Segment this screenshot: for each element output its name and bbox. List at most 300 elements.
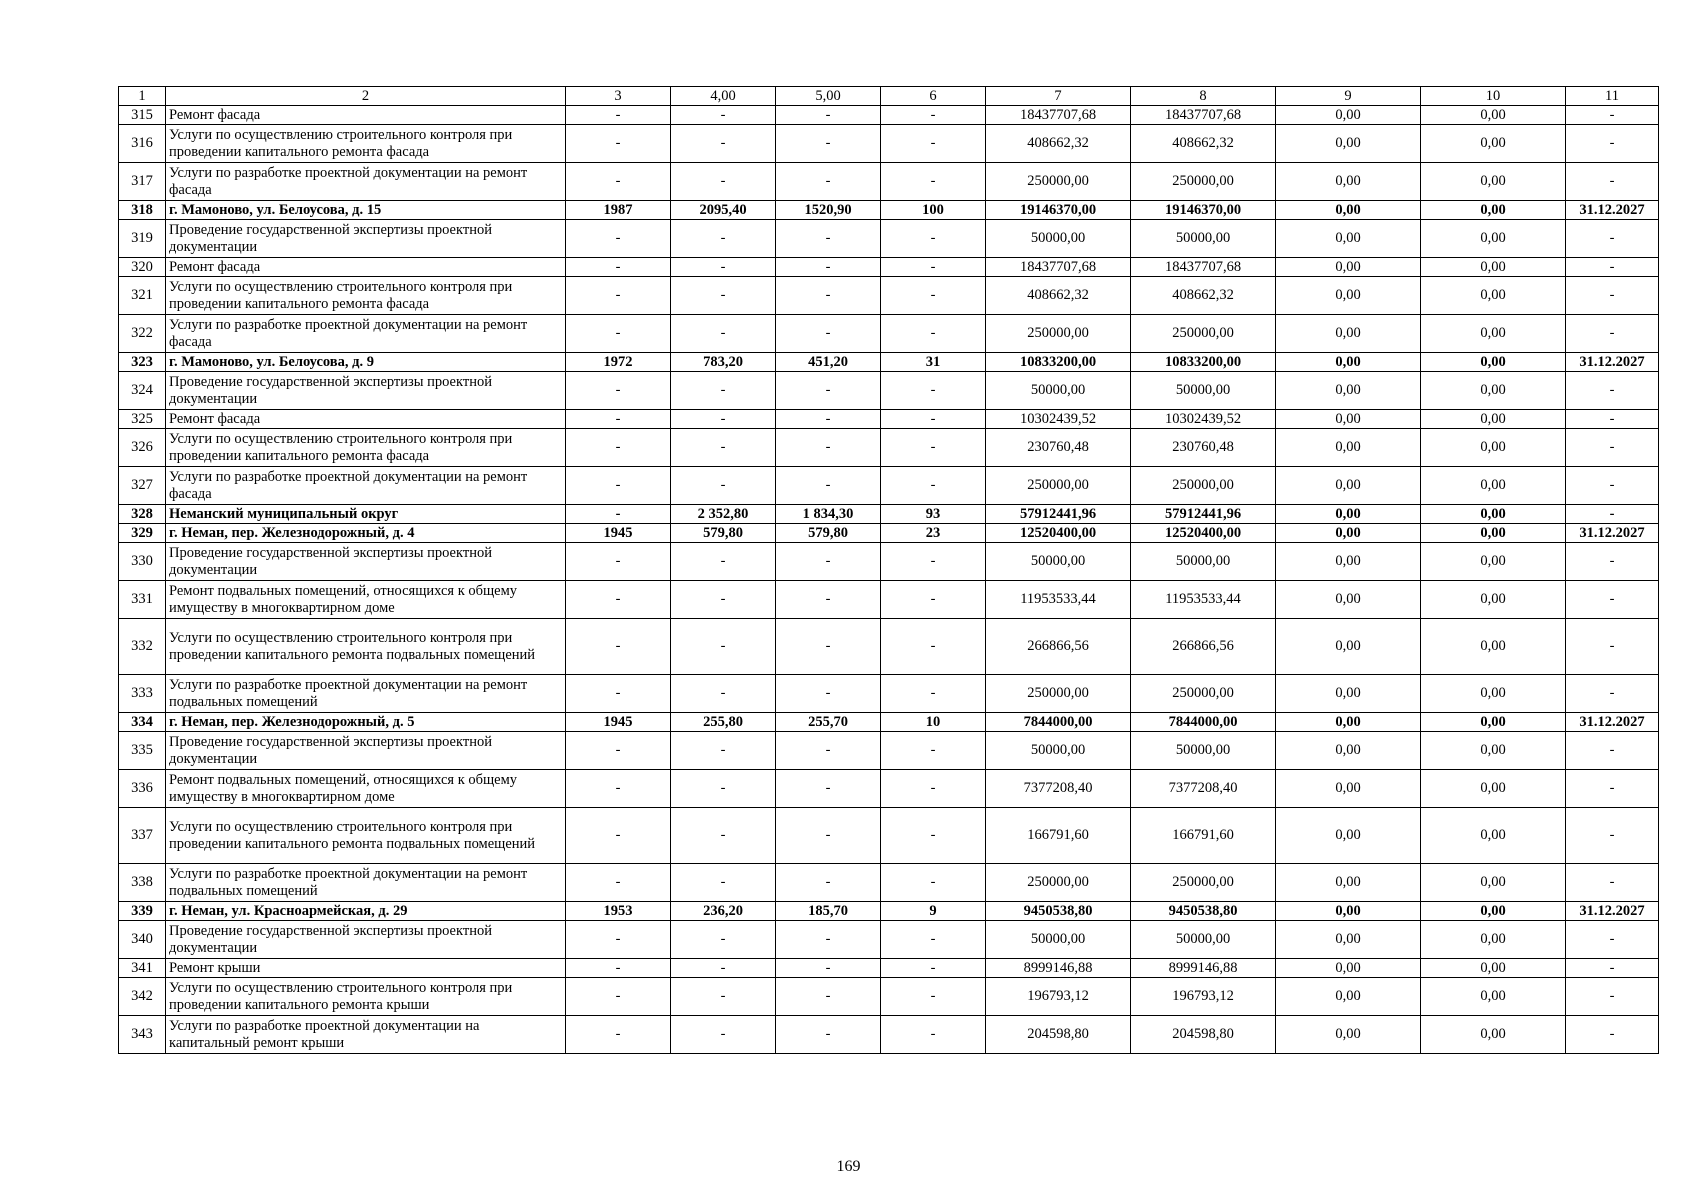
fund-cost: 250000,00 xyxy=(1131,864,1276,902)
budget-cost: 0,00 xyxy=(1276,543,1421,581)
other-cost: 0,00 xyxy=(1421,315,1566,353)
row-number: 338 xyxy=(119,864,166,902)
row-description: Проведение государственной экспертизы проектной документации xyxy=(166,220,566,258)
other-cost: 0,00 xyxy=(1421,808,1566,864)
fund-cost: 7377208,40 xyxy=(1131,770,1276,808)
year-built: - xyxy=(566,732,671,770)
completion-date: 31.12.2027 xyxy=(1566,353,1659,372)
fund-cost: 10302439,52 xyxy=(1131,410,1276,429)
fund-cost: 250000,00 xyxy=(1131,163,1276,201)
living-area: 579,80 xyxy=(776,524,881,543)
total-area: - xyxy=(671,581,776,619)
residents: - xyxy=(881,543,986,581)
fund-cost: 57912441,96 xyxy=(1131,505,1276,524)
year-built: - xyxy=(566,1016,671,1054)
year-built: - xyxy=(566,808,671,864)
residents: - xyxy=(881,125,986,163)
row-description: Ремонт фасада xyxy=(166,106,566,125)
total-area: - xyxy=(671,619,776,675)
other-cost: 0,00 xyxy=(1421,713,1566,732)
total-area: 2095,40 xyxy=(671,201,776,220)
completion-date: - xyxy=(1566,429,1659,467)
budget-cost: 0,00 xyxy=(1276,581,1421,619)
residents: - xyxy=(881,675,986,713)
col-header-3: 3 xyxy=(566,87,671,106)
row-description: Ремонт крыши xyxy=(166,959,566,978)
budget-cost: 0,00 xyxy=(1276,372,1421,410)
total-cost: 50000,00 xyxy=(986,372,1131,410)
fund-cost: 250000,00 xyxy=(1131,315,1276,353)
row-description: г. Мамоново, ул. Белоусова, д. 15 xyxy=(166,201,566,220)
budget-cost: 0,00 xyxy=(1276,713,1421,732)
completion-date: - xyxy=(1566,258,1659,277)
year-built: - xyxy=(566,163,671,201)
year-built: - xyxy=(566,619,671,675)
total-area: - xyxy=(671,978,776,1016)
living-area: - xyxy=(776,429,881,467)
living-area: - xyxy=(776,581,881,619)
completion-date: - xyxy=(1566,106,1659,125)
total-cost: 196793,12 xyxy=(986,978,1131,1016)
total-area: 579,80 xyxy=(671,524,776,543)
completion-date: 31.12.2027 xyxy=(1566,201,1659,220)
living-area: 255,70 xyxy=(776,713,881,732)
living-area: - xyxy=(776,220,881,258)
row-number: 336 xyxy=(119,770,166,808)
living-area: - xyxy=(776,125,881,163)
budget-cost: 0,00 xyxy=(1276,808,1421,864)
total-cost: 250000,00 xyxy=(986,675,1131,713)
table-row xyxy=(119,315,1659,353)
completion-date: - xyxy=(1566,410,1659,429)
budget-cost: 0,00 xyxy=(1276,315,1421,353)
table-row xyxy=(119,543,1659,581)
column-number-row xyxy=(119,87,1659,106)
total-area: - xyxy=(671,467,776,505)
page-number: 169 xyxy=(836,1158,861,1175)
total-cost: 250000,00 xyxy=(986,163,1131,201)
table-row xyxy=(119,201,1659,220)
col-header-9: 9 xyxy=(1276,87,1421,106)
table-row xyxy=(119,619,1659,675)
fund-cost: 230760,48 xyxy=(1131,429,1276,467)
total-area: - xyxy=(671,675,776,713)
budget-cost: 0,00 xyxy=(1276,978,1421,1016)
other-cost: 0,00 xyxy=(1421,619,1566,675)
other-cost: 0,00 xyxy=(1421,675,1566,713)
row-description: Услуги по разработке проектной документации на ремонт фасада xyxy=(166,467,566,505)
living-area: - xyxy=(776,864,881,902)
row-description: Услуги по разработке проектной документации на ремонт фасада xyxy=(166,163,566,201)
residents: - xyxy=(881,808,986,864)
row-number: 341 xyxy=(119,959,166,978)
col-header-10: 10 xyxy=(1421,87,1566,106)
other-cost: 0,00 xyxy=(1421,959,1566,978)
total-cost: 10302439,52 xyxy=(986,410,1131,429)
total-area: - xyxy=(671,732,776,770)
budget-cost: 0,00 xyxy=(1276,220,1421,258)
living-area: - xyxy=(776,277,881,315)
row-number: 343 xyxy=(119,1016,166,1054)
row-number: 335 xyxy=(119,732,166,770)
living-area: - xyxy=(776,315,881,353)
total-area: - xyxy=(671,429,776,467)
table-row xyxy=(119,581,1659,619)
row-number: 329 xyxy=(119,524,166,543)
fund-cost: 250000,00 xyxy=(1131,675,1276,713)
row-number: 322 xyxy=(119,315,166,353)
living-area: - xyxy=(776,808,881,864)
col-header-2: 2 xyxy=(166,87,566,106)
residents: 23 xyxy=(881,524,986,543)
repair-plan-table xyxy=(118,86,1659,1054)
other-cost: 0,00 xyxy=(1421,125,1566,163)
completion-date: - xyxy=(1566,770,1659,808)
row-description: г. Неман, ул. Красноармейская, д. 29 xyxy=(166,902,566,921)
total-cost: 10833200,00 xyxy=(986,353,1131,372)
other-cost: 0,00 xyxy=(1421,163,1566,201)
living-area: - xyxy=(776,258,881,277)
row-number: 340 xyxy=(119,921,166,959)
residents: - xyxy=(881,770,986,808)
year-built: - xyxy=(566,220,671,258)
total-area: - xyxy=(671,410,776,429)
living-area: 1520,90 xyxy=(776,201,881,220)
other-cost: 0,00 xyxy=(1421,467,1566,505)
residents: - xyxy=(881,429,986,467)
document-page xyxy=(118,86,1658,1054)
total-cost: 230760,48 xyxy=(986,429,1131,467)
completion-date: - xyxy=(1566,921,1659,959)
total-area: - xyxy=(671,770,776,808)
budget-cost: 0,00 xyxy=(1276,277,1421,315)
other-cost: 0,00 xyxy=(1421,106,1566,125)
residents: - xyxy=(881,277,986,315)
residents: - xyxy=(881,315,986,353)
year-built: 1987 xyxy=(566,201,671,220)
completion-date: - xyxy=(1566,125,1659,163)
row-description: г. Неман, пер. Железнодорожный, д. 4 xyxy=(166,524,566,543)
row-description: г. Неман, пер. Железнодорожный, д. 5 xyxy=(166,713,566,732)
col-header-1: 1 xyxy=(119,87,166,106)
residents: - xyxy=(881,106,986,125)
row-number: 330 xyxy=(119,543,166,581)
total-cost: 408662,32 xyxy=(986,125,1131,163)
residents: - xyxy=(881,921,986,959)
living-area: - xyxy=(776,921,881,959)
other-cost: 0,00 xyxy=(1421,410,1566,429)
other-cost: 0,00 xyxy=(1421,543,1566,581)
total-cost: 250000,00 xyxy=(986,467,1131,505)
completion-date: - xyxy=(1566,675,1659,713)
total-cost: 166791,60 xyxy=(986,808,1131,864)
row-description: Проведение государственной экспертизы проектной документации xyxy=(166,732,566,770)
total-area: - xyxy=(671,106,776,125)
completion-date: - xyxy=(1566,543,1659,581)
residents: - xyxy=(881,619,986,675)
completion-date: - xyxy=(1566,372,1659,410)
other-cost: 0,00 xyxy=(1421,864,1566,902)
row-number: 333 xyxy=(119,675,166,713)
total-area: - xyxy=(671,163,776,201)
completion-date: - xyxy=(1566,732,1659,770)
year-built: 1953 xyxy=(566,902,671,921)
fund-cost: 250000,00 xyxy=(1131,467,1276,505)
residents: 10 xyxy=(881,713,986,732)
row-number: 326 xyxy=(119,429,166,467)
row-number: 342 xyxy=(119,978,166,1016)
total-cost: 250000,00 xyxy=(986,315,1131,353)
table-row xyxy=(119,258,1659,277)
residents: - xyxy=(881,163,986,201)
total-area: - xyxy=(671,1016,776,1054)
table-row xyxy=(119,163,1659,201)
living-area: - xyxy=(776,732,881,770)
year-built: - xyxy=(566,410,671,429)
budget-cost: 0,00 xyxy=(1276,1016,1421,1054)
other-cost: 0,00 xyxy=(1421,732,1566,770)
total-cost: 18437707,68 xyxy=(986,106,1131,125)
budget-cost: 0,00 xyxy=(1276,524,1421,543)
table-row xyxy=(119,978,1659,1016)
living-area: - xyxy=(776,106,881,125)
residents: - xyxy=(881,1016,986,1054)
total-cost: 408662,32 xyxy=(986,277,1131,315)
budget-cost: 0,00 xyxy=(1276,163,1421,201)
budget-cost: 0,00 xyxy=(1276,106,1421,125)
year-built: - xyxy=(566,372,671,410)
row-description: Проведение государственной экспертизы проектной документации xyxy=(166,543,566,581)
year-built: - xyxy=(566,959,671,978)
budget-cost: 0,00 xyxy=(1276,732,1421,770)
total-area: - xyxy=(671,277,776,315)
table-row xyxy=(119,675,1659,713)
year-built: 1945 xyxy=(566,524,671,543)
other-cost: 0,00 xyxy=(1421,505,1566,524)
other-cost: 0,00 xyxy=(1421,1016,1566,1054)
col-header-5: 5,00 xyxy=(776,87,881,106)
completion-date: - xyxy=(1566,277,1659,315)
total-cost: 8999146,88 xyxy=(986,959,1131,978)
row-number: 321 xyxy=(119,277,166,315)
row-number: 328 xyxy=(119,505,166,524)
table-row xyxy=(119,959,1659,978)
total-cost: 12520400,00 xyxy=(986,524,1131,543)
fund-cost: 50000,00 xyxy=(1131,220,1276,258)
residents: - xyxy=(881,864,986,902)
total-cost: 57912441,96 xyxy=(986,505,1131,524)
fund-cost: 50000,00 xyxy=(1131,372,1276,410)
living-area: - xyxy=(776,163,881,201)
other-cost: 0,00 xyxy=(1421,921,1566,959)
total-area: 783,20 xyxy=(671,353,776,372)
other-cost: 0,00 xyxy=(1421,524,1566,543)
other-cost: 0,00 xyxy=(1421,277,1566,315)
fund-cost: 19146370,00 xyxy=(1131,201,1276,220)
year-built: - xyxy=(566,921,671,959)
completion-date: - xyxy=(1566,1016,1659,1054)
row-number: 337 xyxy=(119,808,166,864)
col-header-11: 11 xyxy=(1566,87,1659,106)
row-description: Услуги по осуществлению строительного контроля при проведении капитального ремонта подвальных помещений xyxy=(166,619,566,675)
year-built: - xyxy=(566,258,671,277)
living-area: - xyxy=(776,372,881,410)
row-description: Услуги по осуществлению строительного контроля при проведении капитального ремонта фасада xyxy=(166,125,566,163)
table-row xyxy=(119,864,1659,902)
fund-cost: 408662,32 xyxy=(1131,277,1276,315)
row-description: Ремонт фасада xyxy=(166,410,566,429)
living-area: - xyxy=(776,1016,881,1054)
year-built: - xyxy=(566,125,671,163)
row-description: Услуги по разработке проектной документации на ремонт подвальных помещений xyxy=(166,864,566,902)
row-description: Услуги по осуществлению строительного контроля при проведении капитального ремонта фасада xyxy=(166,429,566,467)
completion-date: - xyxy=(1566,220,1659,258)
residents: 93 xyxy=(881,505,986,524)
living-area: - xyxy=(776,675,881,713)
table-row xyxy=(119,353,1659,372)
total-cost: 18437707,68 xyxy=(986,258,1131,277)
year-built: - xyxy=(566,505,671,524)
total-cost: 7844000,00 xyxy=(986,713,1131,732)
row-number: 331 xyxy=(119,581,166,619)
budget-cost: 0,00 xyxy=(1276,921,1421,959)
row-number: 317 xyxy=(119,163,166,201)
total-area: - xyxy=(671,808,776,864)
completion-date: - xyxy=(1566,864,1659,902)
fund-cost: 408662,32 xyxy=(1131,125,1276,163)
row-number: 334 xyxy=(119,713,166,732)
other-cost: 0,00 xyxy=(1421,258,1566,277)
residents: 100 xyxy=(881,201,986,220)
living-area: - xyxy=(776,619,881,675)
other-cost: 0,00 xyxy=(1421,581,1566,619)
fund-cost: 7844000,00 xyxy=(1131,713,1276,732)
table-body xyxy=(119,87,1659,1054)
table-row xyxy=(119,732,1659,770)
row-number: 320 xyxy=(119,258,166,277)
row-number: 339 xyxy=(119,902,166,921)
table-row xyxy=(119,467,1659,505)
fund-cost: 8999146,88 xyxy=(1131,959,1276,978)
year-built: - xyxy=(566,978,671,1016)
row-number: 316 xyxy=(119,125,166,163)
total-area: 255,80 xyxy=(671,713,776,732)
residents: - xyxy=(881,581,986,619)
row-number: 319 xyxy=(119,220,166,258)
table-row xyxy=(119,410,1659,429)
other-cost: 0,00 xyxy=(1421,978,1566,1016)
residents: 31 xyxy=(881,353,986,372)
row-description: Неманский муниципальный округ xyxy=(166,505,566,524)
total-cost: 9450538,80 xyxy=(986,902,1131,921)
col-header-6: 6 xyxy=(881,87,986,106)
row-description: Проведение государственной экспертизы проектной документации xyxy=(166,921,566,959)
total-cost: 19146370,00 xyxy=(986,201,1131,220)
residents: - xyxy=(881,467,986,505)
fund-cost: 9450538,80 xyxy=(1131,902,1276,921)
budget-cost: 0,00 xyxy=(1276,864,1421,902)
table-row xyxy=(119,1016,1659,1054)
row-number: 315 xyxy=(119,106,166,125)
row-number: 327 xyxy=(119,467,166,505)
other-cost: 0,00 xyxy=(1421,201,1566,220)
table-row xyxy=(119,713,1659,732)
total-cost: 7377208,40 xyxy=(986,770,1131,808)
fund-cost: 18437707,68 xyxy=(1131,106,1276,125)
budget-cost: 0,00 xyxy=(1276,201,1421,220)
total-area: - xyxy=(671,864,776,902)
fund-cost: 18437707,68 xyxy=(1131,258,1276,277)
budget-cost: 0,00 xyxy=(1276,125,1421,163)
residents: - xyxy=(881,258,986,277)
row-description: Услуги по разработке проектной документации на ремонт подвальных помещений xyxy=(166,675,566,713)
table-row xyxy=(119,429,1659,467)
year-built: - xyxy=(566,543,671,581)
row-description: г. Мамоново, ул. Белоусова, д. 9 xyxy=(166,353,566,372)
year-built: - xyxy=(566,106,671,125)
fund-cost: 196793,12 xyxy=(1131,978,1276,1016)
total-area: - xyxy=(671,315,776,353)
total-cost: 204598,80 xyxy=(986,1016,1131,1054)
fund-cost: 204598,80 xyxy=(1131,1016,1276,1054)
completion-date: - xyxy=(1566,163,1659,201)
year-built: 1972 xyxy=(566,353,671,372)
row-number: 324 xyxy=(119,372,166,410)
fund-cost: 12520400,00 xyxy=(1131,524,1276,543)
living-area: 185,70 xyxy=(776,902,881,921)
total-area: - xyxy=(671,959,776,978)
year-built: - xyxy=(566,864,671,902)
budget-cost: 0,00 xyxy=(1276,410,1421,429)
completion-date: - xyxy=(1566,315,1659,353)
budget-cost: 0,00 xyxy=(1276,258,1421,277)
residents: 9 xyxy=(881,902,986,921)
row-description: Услуги по разработке проектной документации на ремонт фасада xyxy=(166,315,566,353)
completion-date: - xyxy=(1566,467,1659,505)
total-area: 2 352,80 xyxy=(671,505,776,524)
other-cost: 0,00 xyxy=(1421,220,1566,258)
total-area: - xyxy=(671,220,776,258)
table-row xyxy=(119,770,1659,808)
row-description: Услуги по осуществлению строительного контроля при проведении капитального ремонта фасада xyxy=(166,277,566,315)
total-cost: 50000,00 xyxy=(986,220,1131,258)
year-built: - xyxy=(566,467,671,505)
completion-date: 31.12.2027 xyxy=(1566,524,1659,543)
other-cost: 0,00 xyxy=(1421,429,1566,467)
row-number: 323 xyxy=(119,353,166,372)
table-row xyxy=(119,921,1659,959)
budget-cost: 0,00 xyxy=(1276,902,1421,921)
row-description: Проведение государственной экспертизы проектной документации xyxy=(166,372,566,410)
living-area: - xyxy=(776,959,881,978)
row-description: Услуги по разработке проектной документации на капитальный ремонт крыши xyxy=(166,1016,566,1054)
total-area: - xyxy=(671,125,776,163)
table-row xyxy=(119,524,1659,543)
total-cost: 50000,00 xyxy=(986,543,1131,581)
other-cost: 0,00 xyxy=(1421,902,1566,921)
fund-cost: 266866,56 xyxy=(1131,619,1276,675)
living-area: - xyxy=(776,410,881,429)
other-cost: 0,00 xyxy=(1421,353,1566,372)
other-cost: 0,00 xyxy=(1421,372,1566,410)
budget-cost: 0,00 xyxy=(1276,353,1421,372)
completion-date: - xyxy=(1566,808,1659,864)
year-built: - xyxy=(566,581,671,619)
residents: - xyxy=(881,732,986,770)
fund-cost: 50000,00 xyxy=(1131,732,1276,770)
completion-date: - xyxy=(1566,959,1659,978)
col-header-4: 4,00 xyxy=(671,87,776,106)
